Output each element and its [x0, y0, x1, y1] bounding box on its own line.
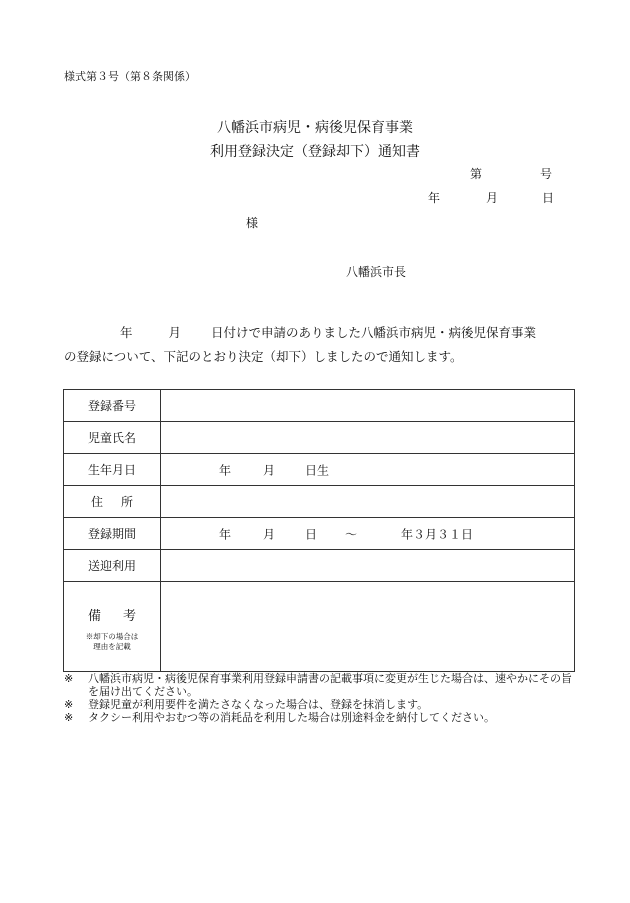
body-text-line1	[64, 323, 536, 341]
child-name-label: 児童氏名	[64, 422, 161, 454]
body-line1-text: 日付けで申請のありました八幡浜市病児・病後児保育事業	[211, 325, 537, 340]
table-row-period	[64, 518, 575, 550]
period-start-year: 年	[219, 527, 232, 541]
period-tilde: ～	[345, 527, 358, 541]
document-title-line2: 利用登録決定（登録却下）通知書	[210, 144, 420, 160]
note-item	[64, 672, 573, 698]
note-item	[64, 711, 573, 724]
note-item	[64, 698, 573, 711]
period-label: 登録期間	[64, 518, 161, 550]
table-row-address	[64, 486, 575, 518]
transport-label: 送迎利用	[64, 550, 161, 582]
birth-day: 日生	[305, 463, 330, 477]
document-title-line1: 八幡浜市病児・病後児保育事業	[217, 120, 413, 136]
period-end: 年３月３１日	[401, 527, 474, 541]
address-label-cell	[64, 486, 161, 518]
note-text: 八幡浜市病児・病後児保育事業利用登録申請書の記載事項に変更が生じた場合は、速やかにその旨を届け出てください。	[88, 672, 572, 698]
registration-table	[63, 389, 575, 672]
notes-list	[64, 672, 573, 724]
period-start-day: 日	[305, 527, 318, 541]
birth-date-value[interactable]	[161, 454, 575, 486]
table-row-remarks	[64, 582, 575, 672]
body-year: 年	[120, 325, 133, 340]
recipient-honorific: 様	[246, 216, 259, 230]
remarks-value[interactable]	[161, 582, 575, 672]
remarks-note-line1: ※却下の場合は	[85, 632, 139, 641]
address-value[interactable]	[161, 486, 575, 518]
document-number-prefix: 第	[470, 167, 483, 181]
remarks-label: 備考	[87, 609, 158, 624]
form-number-label: 様式第３号（第８条関係）	[64, 70, 196, 83]
body-month: 月	[168, 325, 182, 340]
remarks-label-cell	[64, 582, 161, 672]
table-row-transport	[64, 550, 575, 582]
body-text-line2: の登録について、下記のとおり決定（却下）しましたので通知します。	[64, 349, 463, 364]
note-mark: ※	[64, 711, 74, 724]
note-text: タクシー利用やおむつ等の消耗品を利用した場合は別途料金を納付してください。	[88, 711, 495, 724]
reg-no-value[interactable]	[161, 390, 575, 422]
remarks-note-line2: 理由を記載	[93, 642, 131, 651]
table-row-birth-date	[64, 454, 575, 486]
child-name-value[interactable]	[161, 422, 575, 454]
transport-value[interactable]	[161, 550, 575, 582]
issue-date-month: 月	[486, 191, 499, 205]
table-row-reg-no	[64, 390, 575, 422]
period-start-month: 月	[263, 527, 276, 541]
document-number-suffix: 号	[540, 167, 553, 181]
address-label: 住所	[90, 495, 151, 509]
period-value[interactable]	[161, 518, 575, 550]
issue-date-day: 日	[542, 191, 555, 205]
birth-month: 月	[263, 463, 276, 477]
note-mark: ※	[64, 672, 74, 685]
birth-year: 年	[219, 463, 232, 477]
note-text: 登録児童が利用要件を満たさなくなった場合は、登録を抹消します。	[88, 698, 429, 711]
birth-date-label: 生年月日	[64, 454, 161, 486]
issue-date-year: 年	[428, 191, 441, 205]
issuer-name: 八幡浜市長	[346, 265, 407, 279]
note-mark: ※	[64, 698, 74, 711]
reg-no-label: 登録番号	[64, 390, 161, 422]
table-row-child-name	[64, 422, 575, 454]
